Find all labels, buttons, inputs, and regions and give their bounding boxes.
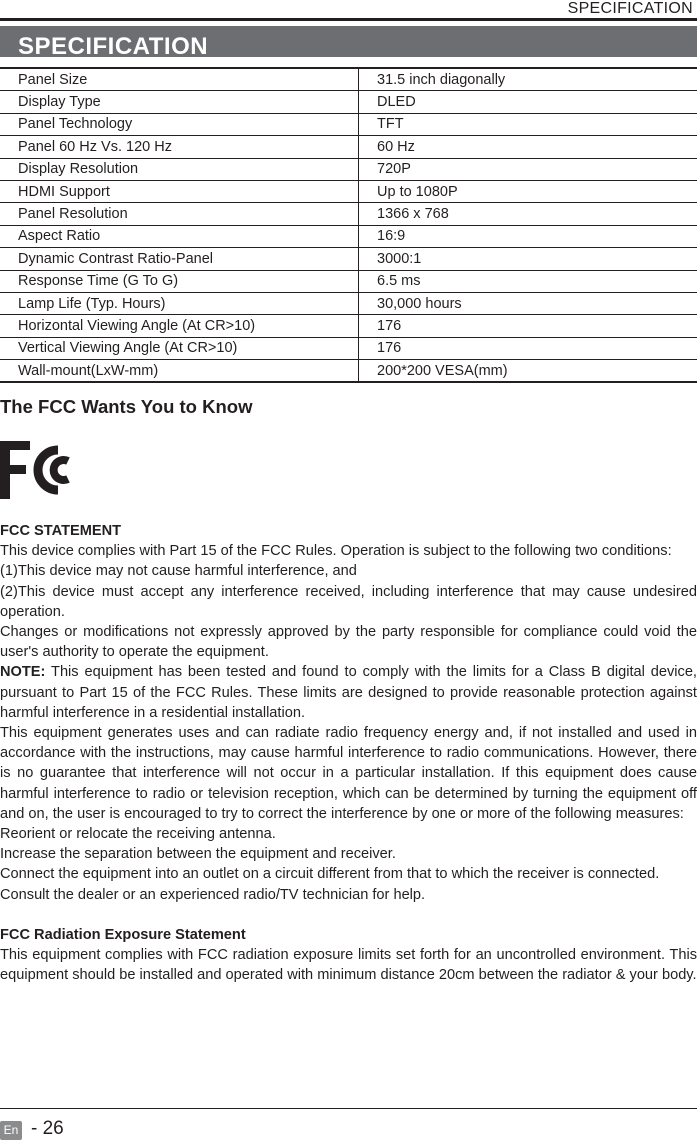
spec-label: HDMI Support bbox=[0, 180, 359, 202]
fcc-interference-paragraph: This equipment generates uses and can radiate radio frequency energy and, if not installed and used in accordance with the instructions, may cause harmful interference to radio communications. However, there is no guarantee that interference will not occur in a particular installation. If this equipment does cause harmful interference to radio or television reception, which can be determined by turning the equipment off and on, the user is encouraged to try to correct the interference by one or more of the following measures: bbox=[0, 725, 697, 822]
spec-label: Display Resolution bbox=[0, 158, 359, 180]
spec-value: 6.5 ms bbox=[359, 270, 697, 292]
spec-value: 176 bbox=[359, 337, 697, 359]
spec-label: Dynamic Contrast Ratio-Panel bbox=[0, 248, 359, 270]
spec-label: Horizontal Viewing Angle (At CR>10) bbox=[0, 315, 359, 337]
spec-row bbox=[0, 180, 697, 202]
spec-row bbox=[0, 270, 697, 292]
note-label: NOTE: bbox=[0, 664, 46, 681]
page-number: - 26 bbox=[31, 1118, 64, 1139]
fcc-paragraph: This device complies with Part 15 of the FCC Rules. Operation is subject to the following two conditions: bbox=[0, 543, 672, 560]
spec-row bbox=[0, 225, 697, 247]
spec-row bbox=[0, 91, 697, 113]
measure-item: Connect the equipment into an outlet on a circuit different from that to which the receiver is connected. bbox=[0, 866, 660, 883]
section-header-label: SPECIFICATION bbox=[567, 0, 693, 17]
spec-row bbox=[0, 292, 697, 314]
specification-table bbox=[0, 67, 697, 383]
fcc-condition-1: (1)This device may not cause harmful interference, and bbox=[0, 563, 357, 580]
spec-label: Lamp Life (Typ. Hours) bbox=[0, 292, 359, 314]
note-text: This equipment has been tested and found to comply with the limits for a Class B digital device, pursuant to Part 15 of the FCC Rules. These limits are designed to provide reasonable protection against harmful interference in a residential installation. bbox=[0, 664, 697, 721]
spec-row bbox=[0, 203, 697, 225]
spec-value: 31.5 inch diagonally bbox=[359, 68, 697, 91]
fcc-statement-title: FCC STATEMENT bbox=[0, 523, 122, 539]
spec-label: Panel Size bbox=[0, 68, 359, 91]
radiation-title: FCC Radiation Exposure Statement bbox=[0, 926, 246, 943]
spec-row bbox=[0, 315, 697, 337]
fcc-condition-2: (2)This device must accept any interference received, including interference that may cause undesired operation. bbox=[0, 583, 697, 620]
spec-row bbox=[0, 68, 697, 91]
spec-value: 200*200 VESA(mm) bbox=[359, 360, 697, 383]
fcc-heading: The FCC Wants You to Know bbox=[0, 396, 253, 417]
footer-rule bbox=[0, 1108, 697, 1109]
spec-label: Panel Technology bbox=[0, 113, 359, 135]
measure-item: Increase the separation between the equipment and receiver. bbox=[0, 846, 396, 863]
spec-label: Response Time (G To G) bbox=[0, 270, 359, 292]
spec-label: Wall-mount(LxW-mm) bbox=[18, 362, 159, 379]
spec-value: Up to 1080P bbox=[359, 180, 697, 202]
banner-title: SPECIFICATION bbox=[18, 33, 209, 60]
spec-label: Vertical Viewing Angle (At CR>10) bbox=[0, 337, 359, 359]
spec-value: 60 Hz bbox=[359, 136, 697, 158]
fcc-note-paragraph bbox=[0, 662, 697, 723]
fcc-changes-paragraph: Changes or modifications not expressly approved by the party responsible for compliance could void the user's authority to operate the equipment. bbox=[0, 624, 697, 661]
language-badge: En bbox=[0, 1121, 22, 1140]
spec-row bbox=[0, 360, 697, 383]
spec-value: 176 bbox=[359, 315, 697, 337]
spec-value: 3000:1 bbox=[359, 248, 697, 270]
spec-value: 720P bbox=[359, 158, 697, 180]
spec-label: Panel 60 Hz Vs. 120 Hz bbox=[0, 136, 359, 158]
spec-row bbox=[0, 158, 697, 180]
top-rule bbox=[0, 18, 697, 21]
spec-row bbox=[0, 113, 697, 135]
spec-value: TFT bbox=[359, 113, 697, 135]
spec-value: 30,000 hours bbox=[359, 292, 697, 314]
spec-row bbox=[0, 136, 697, 158]
spec-row bbox=[0, 337, 697, 359]
measure-item: Reorient or relocate the receiving antenna. bbox=[0, 826, 276, 843]
radiation-paragraph: This equipment complies with FCC radiation exposure limits set forth for an uncontrolled environment. This equipment should be installed and operated with minimum distance 20cm between the radiator & your body. bbox=[0, 947, 697, 984]
spec-value: 1366 x 768 bbox=[359, 203, 697, 225]
fcc-logo bbox=[0, 441, 82, 499]
fcc-body bbox=[0, 521, 697, 985]
spec-value: DLED bbox=[359, 91, 697, 113]
spec-label: Aspect Ratio bbox=[0, 225, 359, 247]
measure-item: Consult the dealer or an experienced radio/TV technician for help. bbox=[0, 886, 426, 903]
spec-row bbox=[0, 248, 697, 270]
spec-label: Panel Resolution bbox=[0, 203, 359, 225]
spec-value: 16:9 bbox=[359, 225, 697, 247]
spec-label: Display Type bbox=[0, 91, 359, 113]
